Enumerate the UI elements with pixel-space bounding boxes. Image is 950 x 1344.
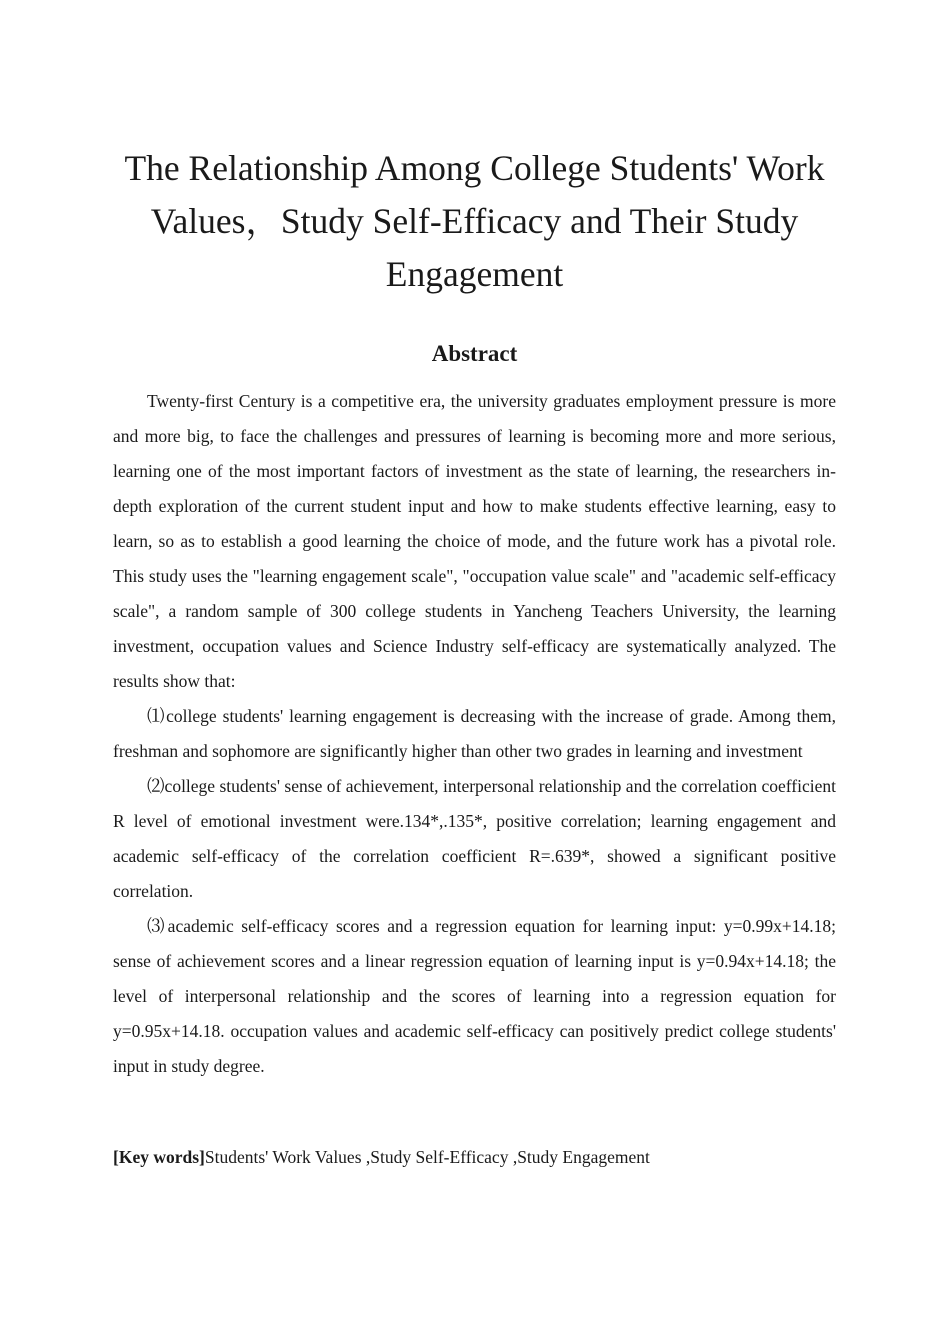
keywords-text: Students' Work Values ,Study Self-Efficacy ,Study Engagement: [204, 1147, 650, 1167]
keywords-label: [Key words]: [113, 1147, 205, 1167]
abstract-paragraph-intro: Twenty-first Century is a competitive era, the university graduates employment pressure is more and more big, to face the challenges and pressures of learning is becoming more and more serious, learning one of the most important factors of investment as the state of learning, the researchers in-depth exploration of the current student input and how to make students effective learning, easy to learn, so as to establish a good learning the choice of mode, and the future work has a pivotal role. This study uses the "learning engagement scale", "occupation value scale" and "academic self-efficacy scale", a random sample of 300 college students in Yancheng Teachers University, the learning investment, occupation values and Science Industry self-efficacy are systematically analyzed. The results show that:: [113, 391, 836, 691]
abstract-heading: Abstract: [431, 341, 518, 366]
abstract-body: [113, 384, 836, 1084]
paper-title: The Relationship Among College Students' Work Values，Study Self-Efficacy and Their Study Engagement: [124, 148, 825, 294]
abstract-paragraph-finding-2: ⑵college students' sense of achievement, interpersonal relationship and the correlation coefficient R level of emotional investment were.134*,.135*, positive correlation; learning engagement and academic self-efficacy of the correlation coefficient R=.639*, showed a significant positive correlation.: [113, 776, 836, 901]
keywords-line: [113, 1142, 836, 1172]
abstract-paragraph-finding-3: ⑶academic self-efficacy scores and a regression equation for learning input: y=0.99x+14.18; sense of achievement scores and a linear regression equation of learning input is y=0.94x+14.18; the level of interpersonal relationship and the scores of learning into a regression equation for y=0.95x+14.18. occupation values and academic self-efficacy can positively predict college students' input in study degree.: [113, 916, 836, 1076]
abstract-paragraph-finding-1: ⑴college students' learning engagement is decreasing with the increase of grade. Among them, freshman and sophomore are significantly higher than other two grades in learning and investment: [113, 706, 836, 761]
